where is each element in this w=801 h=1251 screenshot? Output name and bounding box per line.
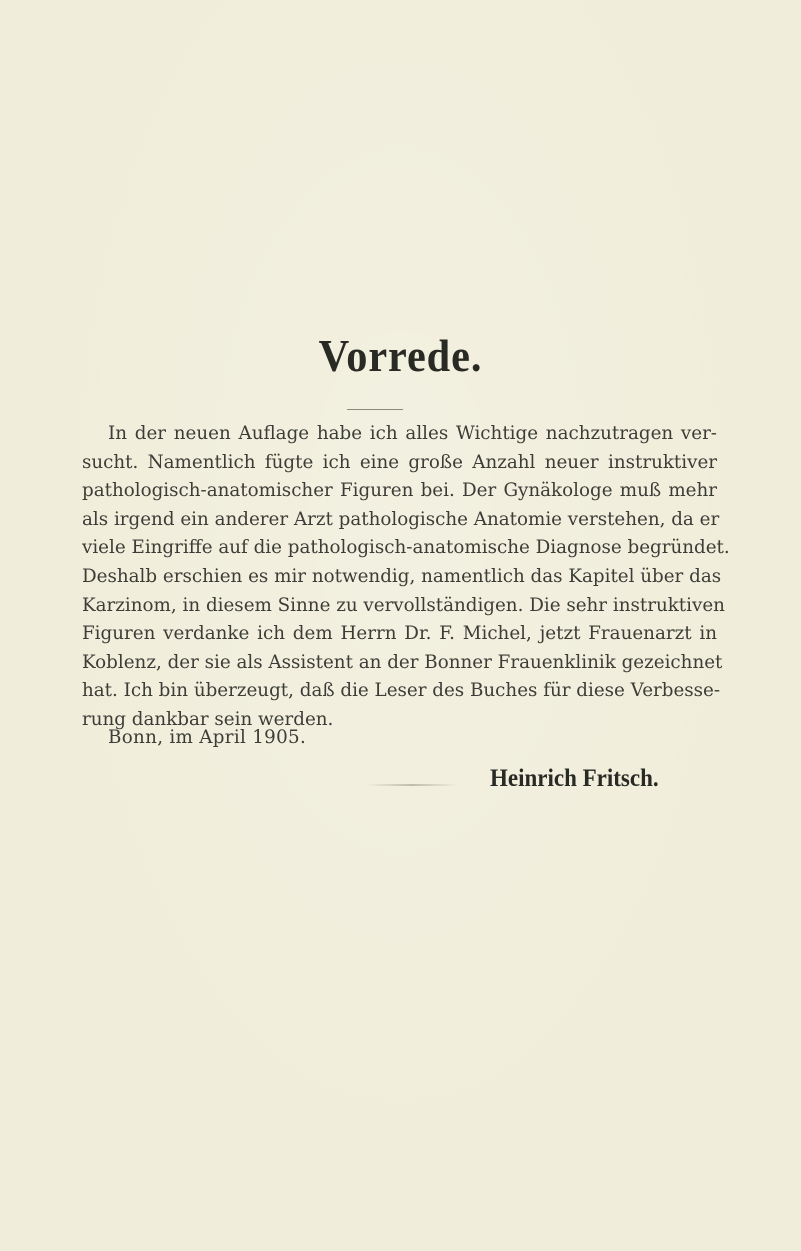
title-divider (347, 409, 403, 410)
paragraph-line: als irgend ein anderer Arzt pathologische Anatomie verstehen, da er (82, 508, 720, 530)
paragraph-line: Karzinom, in diesem Sinne zu vervollständigen. Die sehr instruktiven (82, 594, 725, 616)
faint-pencil-mark (366, 784, 458, 786)
paragraph-line: viele Eingriffe auf die pathologisch-anatomische Diagnose begründet. (82, 537, 730, 559)
paragraph-line: hat. Ich bin überzeugt, daß die Leser des Buches für diese Verbesse- (82, 680, 721, 702)
paragraph-line: In der neuen Auflage habe ich alles Wichtige nachzutragen ver- (108, 423, 717, 444)
paragraph-line: Deshalb erschien es mir notwendig, namentlich das Kapitel über das (82, 565, 722, 587)
page-title: Vorrede. (318, 330, 483, 381)
paragraph-line: Figuren verdanke ich dem Herrn Dr. F. Michel, jetzt Frauenarzt in (82, 623, 717, 645)
place-date: Bonn, im April 1905. (108, 727, 307, 748)
paragraph-line: sucht. Namentlich fügte ich eine große Anzahl neuer instruktiver (82, 451, 717, 473)
paragraph-line: pathologisch-anatomischer Figuren bei. Der Gynäkologe muß mehr (82, 480, 717, 502)
paragraph-line: Koblenz, der sie als Assistent an der Bonner Frauenklinik gezeichnet (82, 651, 723, 673)
author-signature: Heinrich Fritsch. (490, 765, 659, 792)
preface-paragraph (82, 420, 730, 735)
paragraph-line: rung dankbar sein werden. (82, 708, 334, 730)
